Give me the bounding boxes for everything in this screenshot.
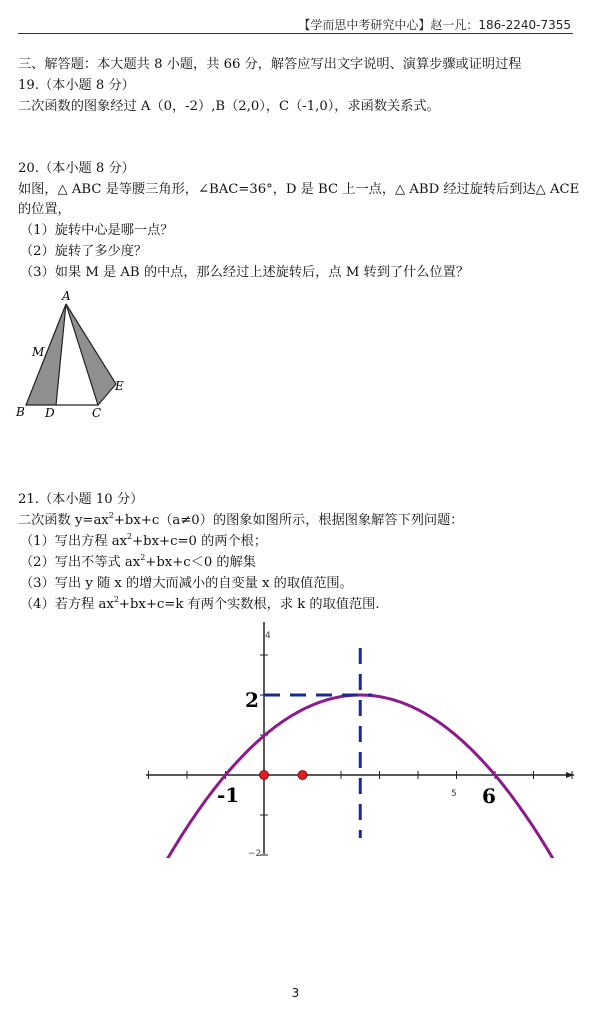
q21-intro-b: +bx+c（a≠0）的图象如图所示，根据图象解答下列问题：: [113, 513, 464, 528]
parabola-graph: [140, 618, 580, 858]
exponent: 2: [108, 510, 114, 520]
q21-intro: [18, 512, 463, 530]
q21-sub1: [20, 533, 267, 551]
q21-sub2: [20, 554, 256, 572]
q21-sub3: （3）写出 y 随 x 的增大而减小的自变量 x 的取值范围。: [20, 576, 353, 591]
q20-sub3: （3）如果 M 是 AB 的中点，那么经过上述旋转后，点 M 转到了什么位置？: [20, 265, 470, 280]
q21-sub1-b: +bx+c=0 的两个根；: [132, 534, 268, 549]
point-marker: [298, 771, 307, 780]
section-title: 三、解答题：本大题共 8 小题，共 66 分，解答应写出文字说明、演算步骤或证明过程: [18, 57, 522, 72]
q21-sub2-a: （2）写出不等式 ax: [20, 555, 141, 570]
label-m: M: [32, 345, 45, 359]
header-rule: [18, 33, 573, 34]
triangle-figure: [12, 286, 132, 422]
q21-sub4: [20, 596, 380, 614]
x-axis-arrow: [566, 772, 574, 778]
exponent: 2: [113, 594, 119, 604]
q20-number: 20.（本小题 8 分）: [18, 161, 135, 176]
label-c: C: [92, 406, 102, 420]
q19-body: 二次函数的图象经过 A（0，-2）,B（2,0），C（-1,0），求函数关系式。: [18, 99, 440, 114]
q20-sub1: （1）旋转中心是哪一点？: [20, 223, 174, 238]
exponent: 2: [127, 531, 133, 541]
label-a: A: [62, 289, 71, 303]
q21-sub2-b: +bx+c＜0 的解集: [145, 555, 256, 570]
label-d: D: [45, 406, 55, 420]
q19-number: 19.（本小题 8 分）: [18, 78, 135, 93]
q21-number: 21.（本小题 10 分）: [18, 492, 144, 507]
q21-intro-a: 二次函数 y=ax: [18, 513, 109, 528]
triangle-ace: [66, 304, 116, 405]
q21-sub1-a: （1）写出方程 ax: [20, 534, 128, 549]
label-six: 6: [482, 784, 496, 808]
q20-line1: 如图，△ ABC 是等腰三角形，∠BAC=36°，D 是 BC 上一点，△ ABD 经过旋转后到达△ ACE: [18, 182, 580, 197]
q20-line2: 的位置，: [18, 202, 71, 217]
page-number: 3: [291, 986, 300, 1000]
q21-sub4-b: +bx+c=k 有两个实数根，求 k 的取值范围.: [118, 597, 380, 612]
y-tick-4: 4: [265, 631, 271, 641]
label-b: B: [16, 405, 25, 419]
q21-sub4-a: （4）若方程 ax: [20, 597, 114, 612]
y-tick-neg-2: −2: [248, 849, 262, 858]
exponent: 2: [140, 552, 146, 562]
q20-sub2: （2）旋转了多少度？: [20, 244, 148, 259]
point-marker: [260, 771, 269, 780]
page-header: 【学而思中考研究中心】赵一凡：186-2240-7355: [298, 18, 571, 32]
x-tick-5: 5: [451, 789, 457, 799]
label-e: E: [115, 379, 124, 393]
label-two: 2: [245, 688, 259, 712]
label-neg-one: -1: [217, 783, 240, 807]
